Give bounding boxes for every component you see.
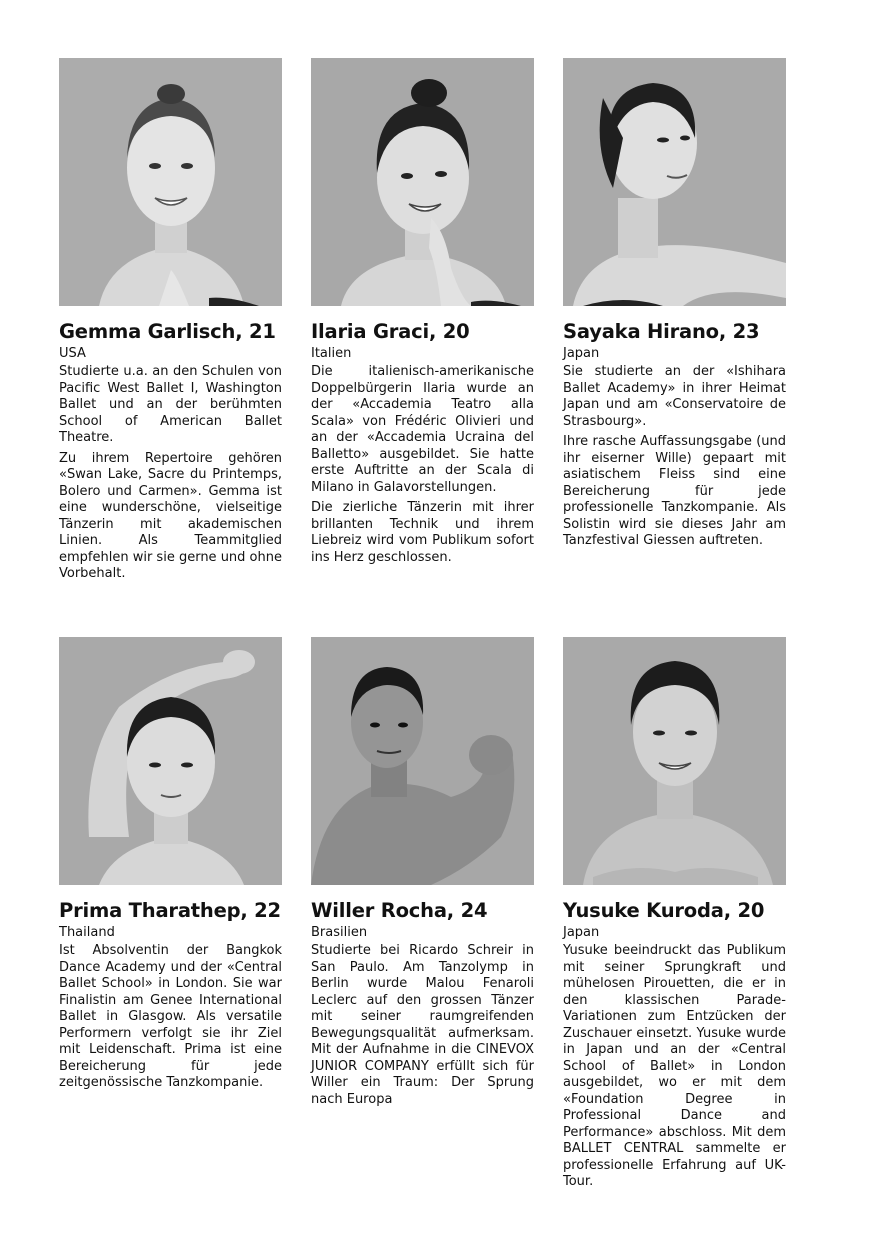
portrait-prima-image <box>59 637 282 885</box>
dancer-country: Italien <box>311 346 352 361</box>
dancer-bio <box>59 943 282 1092</box>
dancer-name: Willer Rocha, 24 <box>311 899 488 922</box>
dancer-name: Prima Tharathep, 22 <box>59 899 281 922</box>
portrait-ilaria-image <box>311 58 534 306</box>
portrait-gemma-image <box>59 58 282 306</box>
bio-paragraph: Sie studierte an der «Ishihara Ballet Academy» in ihrer Heimat Japan und am «Conservatoire de Strasbourg». <box>563 364 786 429</box>
portrait-photo <box>59 58 282 306</box>
portrait-willer-image <box>311 637 534 885</box>
dancer-card-ilaria <box>311 58 534 570</box>
bio-paragraph: Die zierliche Tänzerin mit ihrer brillanten Technik und ihrem Liebreiz wird vom Publikum sofort ins Herz geschlossen. <box>311 500 534 565</box>
portrait-sayaka-image <box>563 58 786 306</box>
dancer-bio <box>563 943 786 1191</box>
portrait-photo <box>563 637 786 885</box>
portrait-photo <box>563 58 786 306</box>
portrait-photo <box>311 637 534 885</box>
dancer-name: Sayaka Hirano, 23 <box>563 320 760 343</box>
dancer-country: USA <box>59 346 86 361</box>
dancer-card-willer <box>311 637 534 1112</box>
portrait-photo <box>59 637 282 885</box>
portrait-photo <box>311 58 534 306</box>
bio-paragraph: Studierte bei Ricardo Schreir in San Paulo. Am Tanzolymp in Berlin wurde Malou Fenaroli Leclerc auf den grossen Tänzer mit seiner raumgreifenden Bewegungsqualität aufmerksam. Mit der Aufnahme in die CINEVOX JUNIOR COMPANY erfüllt sich für Willer ein Traum: Der Sprung nach Europa <box>311 943 534 1107</box>
dancer-bio <box>311 943 534 1108</box>
dancer-country: Japan <box>563 925 600 940</box>
bio-paragraph: Ist Absolventin der Bangkok Dance Academy und der «Central Ballet School» in London. Sie war Finalistin am Genee International Ballet in Glasgow. Als versatile Performern verfolgt sie ihr Ziel mit Leidenschaft. Prima ist eine Bereicherung für jede zeitgenössische Tanzkompanie. <box>59 943 282 1090</box>
dancer-name: Ilaria Graci, 20 <box>311 320 470 343</box>
dancer-country: Thailand <box>59 925 115 940</box>
dancer-bio <box>311 364 534 566</box>
dancer-card-gemma <box>59 58 282 587</box>
bio-paragraph: Zu ihrem Repertoire gehören «Swan Lake, Sacre du Printemps, Bolero und Carmen». Gemma ist eine wunderschöne, vielseitige Tänzerin mit akademischen Linien. Als Teammitglied empfehlen wir sie gerne und ohne Vorbehalt. <box>59 450 282 581</box>
bio-paragraph: Studierte u.a. an den Schulen von Pacific West Ballet I, Washington Ballet und an der berühmten School of American Ballet Theatre. <box>59 364 282 445</box>
dancer-card-yusuke <box>563 637 786 1195</box>
portrait-yusuke-image <box>563 637 786 885</box>
dancer-name: Gemma Garlisch, 21 <box>59 320 276 343</box>
bio-paragraph: Die italienisch-amerikanische Doppelbürgerin Ilaria wurde an der «Accademia Teatro alla Scala» von Frédéric Olivieri und an der «Accademia Ucraina del Balletto» ausgebildet. Sie hatte erste Auftritte an der Scala di Milano in Galavorstellungen. <box>311 364 534 495</box>
dancer-bio <box>59 364 282 583</box>
bio-paragraph: Yusuke beeindruckt das Publikum mit seiner Sprungkraft und mühelosen Pirouetten, die er in den klassischen Parade-Variationen zum Entzücken der Zuschauer einsetzt. Yusuke wurde in Japan und an der «Central School of Ballet» in London ausgebildet, wo er mit dem «Foundation Degree in Professional Dance and Performance» abschloss. Mit dem BALLET CENTRAL sammelte er professionelle Erfahrung auf UK- Tour. <box>563 943 786 1189</box>
dancer-name: Yusuke Kuroda, 20 <box>563 899 765 922</box>
dancer-country: Japan <box>563 346 600 361</box>
dancer-bio <box>563 364 786 550</box>
bio-paragraph: Ihre rasche Auffassungsgabe (und ihr eiserner Wille) gepaart mit asiatischem Fleiss sind eine Bereicherung für jede professionelle Tanzkompanie. Als Solistin wird sie dieses Jahr am Tanzfestival Giessen auftreten. <box>563 434 786 548</box>
dancer-country: Brasilien <box>311 925 368 940</box>
dancer-card-sayaka <box>563 58 786 554</box>
dancer-card-prima <box>59 637 282 1096</box>
